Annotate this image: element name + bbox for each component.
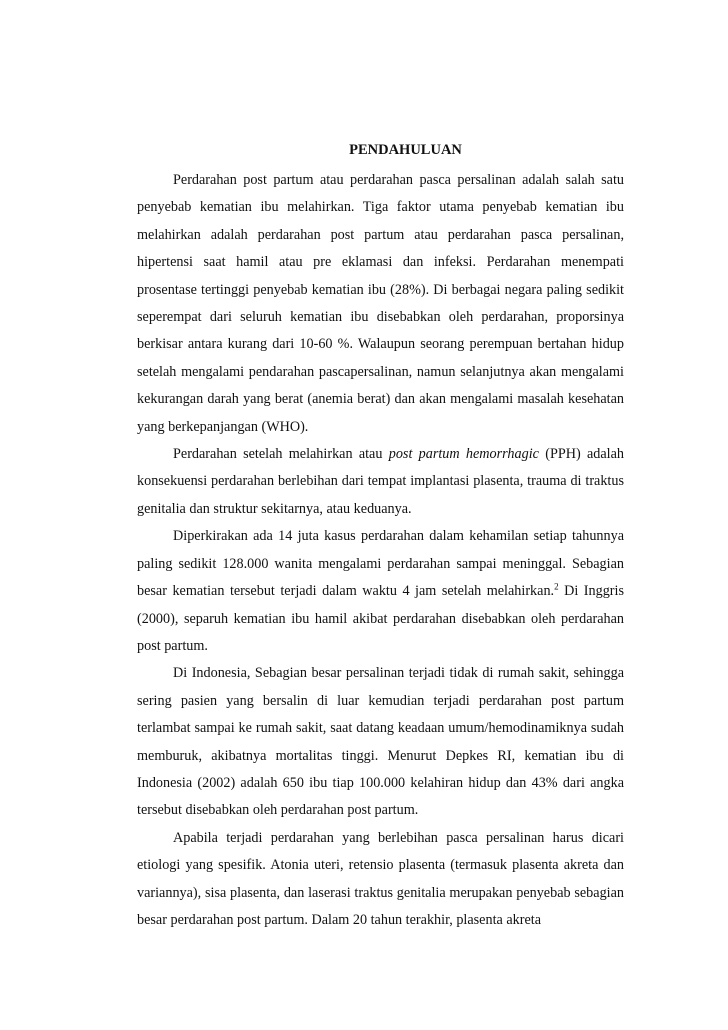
paragraph-text: Perdarahan setelah melahirkan atau [173,446,389,463]
document-page [137,140,624,934]
paragraph-indonesia: Di Indonesia, Sebagian besar persalinan terjadi tidak di rumah sakit, sehingga sering pasien yang bersalin di luar kemudian terjadi perdarahan post partum terlambat sampai ke rumah sakit, saat datang keadaan umum/hemodinamiknya sudah memburuk, akibatnya mortalitas tinggi. Menurut Depkes RI, kematian ibu di Indonesia (2002) adalah 650 ibu tiap 100.000 kelahiran hidup dan 43% dari angka tersebut disebabkan oleh perdarahan post partum. [137,665,624,819]
paragraph-text: Di Inggris (2000), separuh kematian ibu hamil akibat perdarahan disebabkan oleh perdarahan post partum. [137,583,624,654]
italic-term: post partum hemorrhagic [388,446,539,463]
paragraph-intro: Perdarahan post partum atau perdarahan pasca persalinan adalah salah satu penyebab kematian ibu melahirkan. Tiga faktor utama penyebab kematian ibu melahirkan adalah perdarahan post partum atau perdarahan pasca persalinan, hipertensi saat hamil atau pre eklamasi dan infeksi. Perdarahan menempati prosentase tertinggi penyebab kematian ibu (28%). Di berbagai negara paling sedikit seperempat dari seluruh kematian ibu disebabkan oleh perdarahan, proporsinya berkisar antara kurang dari 10-60 %. Walaupun seorang perempuan bertahan hidup setelah mengalami pendarahan pascapersalinan, namun selanjutnya akan mengalami kekurangan darah yang berat (anemia berat) dan akan mengalami masalah kesehatan yang berkepanjangan (WHO). [137,172,624,435]
paragraph-text: (PPH) adalah konsekuensi perdarahan berlebihan dari tempat implantasi plasenta, trauma di traktus genitalia dan struktur sekitarnya, atau keduanya. [137,446,624,517]
paragraph-etiology: Apabila terjadi perdarahan yang berlebihan pasca persalinan harus dicari etiologi yang spesifik. Atonia uteri, retensio plasenta (termasuk plasenta akreta dan variannya), sisa plasenta, dan laserasi traktus genitalia merupakan penyebab sebagian besar perdarahan post partum. Dalam 20 tahun terakhir, plasenta akreta [137,829,624,928]
footnote-reference: 2 [554,581,559,592]
paragraph-text: Diperkirakan ada 14 juta kasus perdarahan dalam kehamilan setiap tahunnya paling sedikit 128.000 wanita mengalami perdarahan sampai meninggal. Sebagian besar kematian tersebut terjadi dalam waktu 4 jam setelah melahirkan. [137,528,624,600]
page-title: PENDAHULUAN [349,142,462,158]
paragraph-statistics [137,523,624,660]
paragraph-pph-definition [137,441,624,523]
